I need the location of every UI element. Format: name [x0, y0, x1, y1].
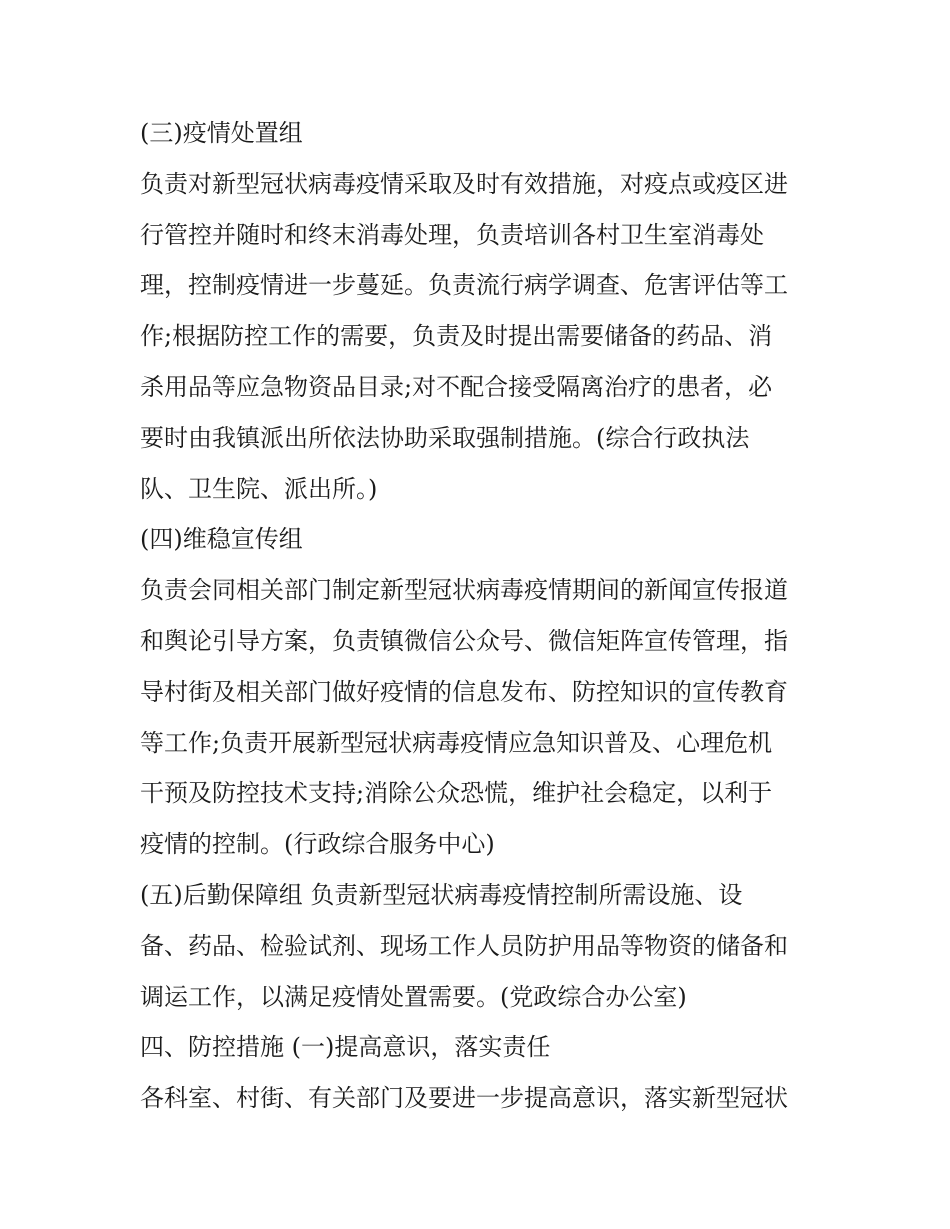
paragraph-line: 疫情的控制。(行政综合服务中心): [140, 830, 495, 859]
paragraph-line: 干预及防控技术支持;消除公众恐慌，维护社会稳定，以利于: [140, 779, 773, 808]
paragraph-line: 要时由我镇派出所依法协助采取强制措施。(综合行政执法: [140, 423, 750, 452]
section-heading-stability-publicity: (四)维稳宣传组: [140, 525, 303, 554]
paragraph-line: 和舆论引导方案，负责镇微信公众号、微信矩阵宣传管理，指: [140, 626, 788, 655]
paragraph-line: 备、药品、检验试剂、现场工作人员防护用品等物资的储备和: [140, 931, 788, 960]
paragraph-line: 理，控制疫情进一步蔓延。负责流行病学调查、危害评估等工: [140, 271, 788, 300]
paragraph-line: 负责对新型冠状病毒疫情采取及时有效措施，对疫点或疫区进: [140, 169, 788, 198]
paragraph-line: 队、卫生院、派出所。): [140, 474, 378, 503]
document-body: [140, 108, 820, 1124]
paragraph-line: 行管控并随时和终末消毒处理，负责培训各村卫生室消毒处: [140, 220, 764, 249]
paragraph-line: 等工作;负责开展新型冠状病毒疫情应急知识普及、心理危机: [140, 728, 773, 757]
paragraph-line: 调运工作，以满足疫情处置需要。(党政综合办公室): [140, 982, 687, 1011]
section-heading-epidemic-handling: (三)疫情处置组: [140, 119, 303, 147]
section-heading-prevention-measures: 四、防控措施 (一)提高意识，落实责任: [140, 1033, 551, 1062]
section-heading-logistics: (五)后勤保障组 负责新型冠状病毒疫情控制所需设施、设: [140, 880, 743, 909]
paragraph-line: 导村街及相关部门做好疫情的信息发布、防控知识的宣传教育: [140, 677, 788, 706]
paragraph-line: 负责会同相关部门制定新型冠状病毒疫情期间的新闻宣传报道: [140, 576, 788, 605]
paragraph-line: 各科室、村街、有关部门及要进一步提高意识，落实新型冠状: [140, 1084, 788, 1113]
paragraph-line: 作;根据防控工作的需要，负责及时提出需要储备的药品、消: [140, 322, 773, 351]
paragraph-line: 杀用品等应急物资品目录;对不配合接受隔离治疗的患者，必: [140, 372, 773, 401]
